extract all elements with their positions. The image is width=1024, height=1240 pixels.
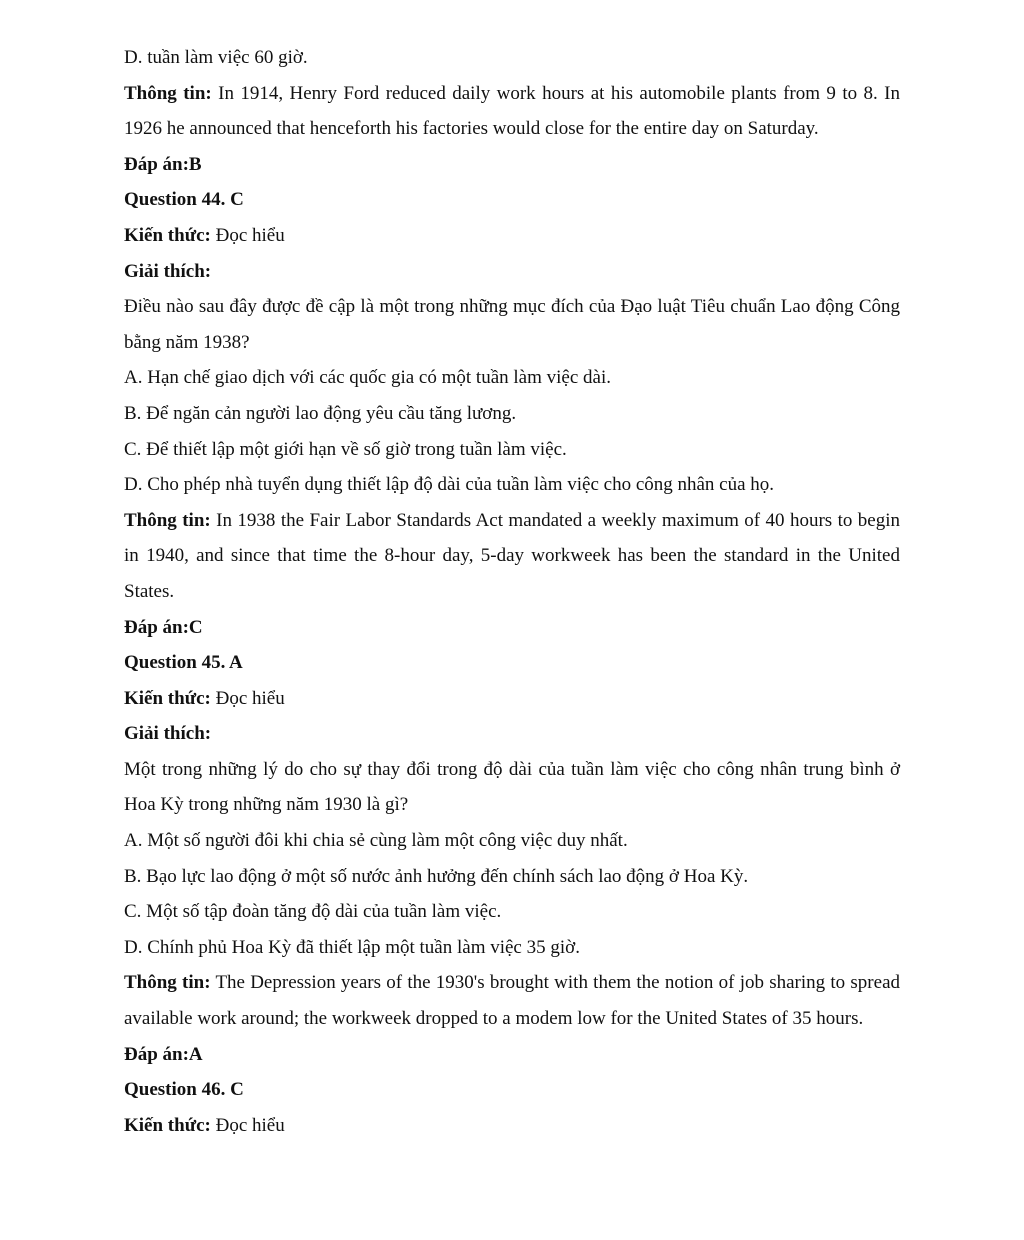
info-paragraph: Thông tin: The Depression years of the 1930's brought with them the notion of job sharing to spread available work around; the workweek dropped to a modem low for the United States of 35 hours. [124, 972, 900, 1030]
answer-option: D. Cho phép nhà tuyển dụng thiết lập độ dài của tuần làm việc cho công nhân của họ. [124, 474, 775, 496]
answer-key: Đáp án:B [124, 153, 202, 175]
info-paragraph: Thông tin: In 1914, Henry Ford reduced daily work hours at his automobile plants from 9 to 8. In 1926 he announced that henceforth his factories would close for the entire day on Saturday. [124, 82, 900, 140]
question-text: Điều nào sau đây được đề cập là một trong những mục đích của Đạo luật Tiêu chuẩn Lao động Công bằng năm 1938? [124, 296, 900, 353]
question-heading: Question 46. C [124, 1079, 244, 1101]
answer-key: Đáp án:A [124, 1043, 203, 1065]
answer-option: C. Để thiết lập một giới hạn về số giờ trong tuần làm việc. [124, 438, 567, 460]
answer-key: Đáp án:C [124, 616, 203, 638]
answer-option: D. tuần làm việc 60 giờ. [124, 47, 308, 68]
knowledge-line: Kiến thức: Đọc hiểu [124, 687, 285, 709]
info-paragraph: Thông tin: In 1938 the Fair Labor Standards Act mandated a weekly maximum of 40 hours to begin in 1940, and since that time the 8-hour day, 5-day workweek has been the standard in the United States. [124, 509, 900, 602]
info-label: Thông tin: [124, 972, 211, 994]
info-label: Thông tin: [124, 82, 212, 104]
question-heading: Question 44. C [124, 189, 244, 211]
knowledge-line: Kiến thức: Đọc hiểu [124, 1114, 285, 1136]
answer-option: B. Để ngăn cản người lao động yêu cầu tăng lương. [124, 402, 517, 424]
knowledge-label: Kiến thức: [124, 1114, 211, 1136]
answer-option: B. Bạo lực lao động ở một số nước ảnh hưởng đến chính sách lao động ở Hoa Kỳ. [124, 865, 749, 887]
answer-option: D. Chính phủ Hoa Kỳ đã thiết lập một tuần làm việc 35 giờ. [124, 936, 580, 958]
question-heading: Question 45. A [124, 652, 243, 674]
knowledge-label: Kiến thức: [124, 224, 211, 246]
info-label: Thông tin: [124, 509, 211, 531]
knowledge-label: Kiến thức: [124, 687, 211, 709]
document-page [124, 40, 900, 1143]
question-text: Một trong những lý do cho sự thay đổi trong độ dài của tuần làm việc cho công nhân trung bình ở Hoa Kỳ trong những năm 1930 là gì? [124, 758, 900, 816]
answer-option: C. Một số tập đoàn tăng độ dài của tuần làm việc. [124, 901, 502, 923]
explanation-heading: Giải thích: [124, 260, 212, 282]
knowledge-line: Kiến thức: Đọc hiểu [124, 224, 285, 246]
answer-option: A. Hạn chế giao dịch với các quốc gia có một tuần làm việc dài. [124, 367, 611, 389]
answer-option: A. Một số người đôi khi chia sẻ cùng làm một công việc duy nhất. [124, 830, 628, 852]
explanation-heading: Giải thích: [124, 723, 212, 745]
